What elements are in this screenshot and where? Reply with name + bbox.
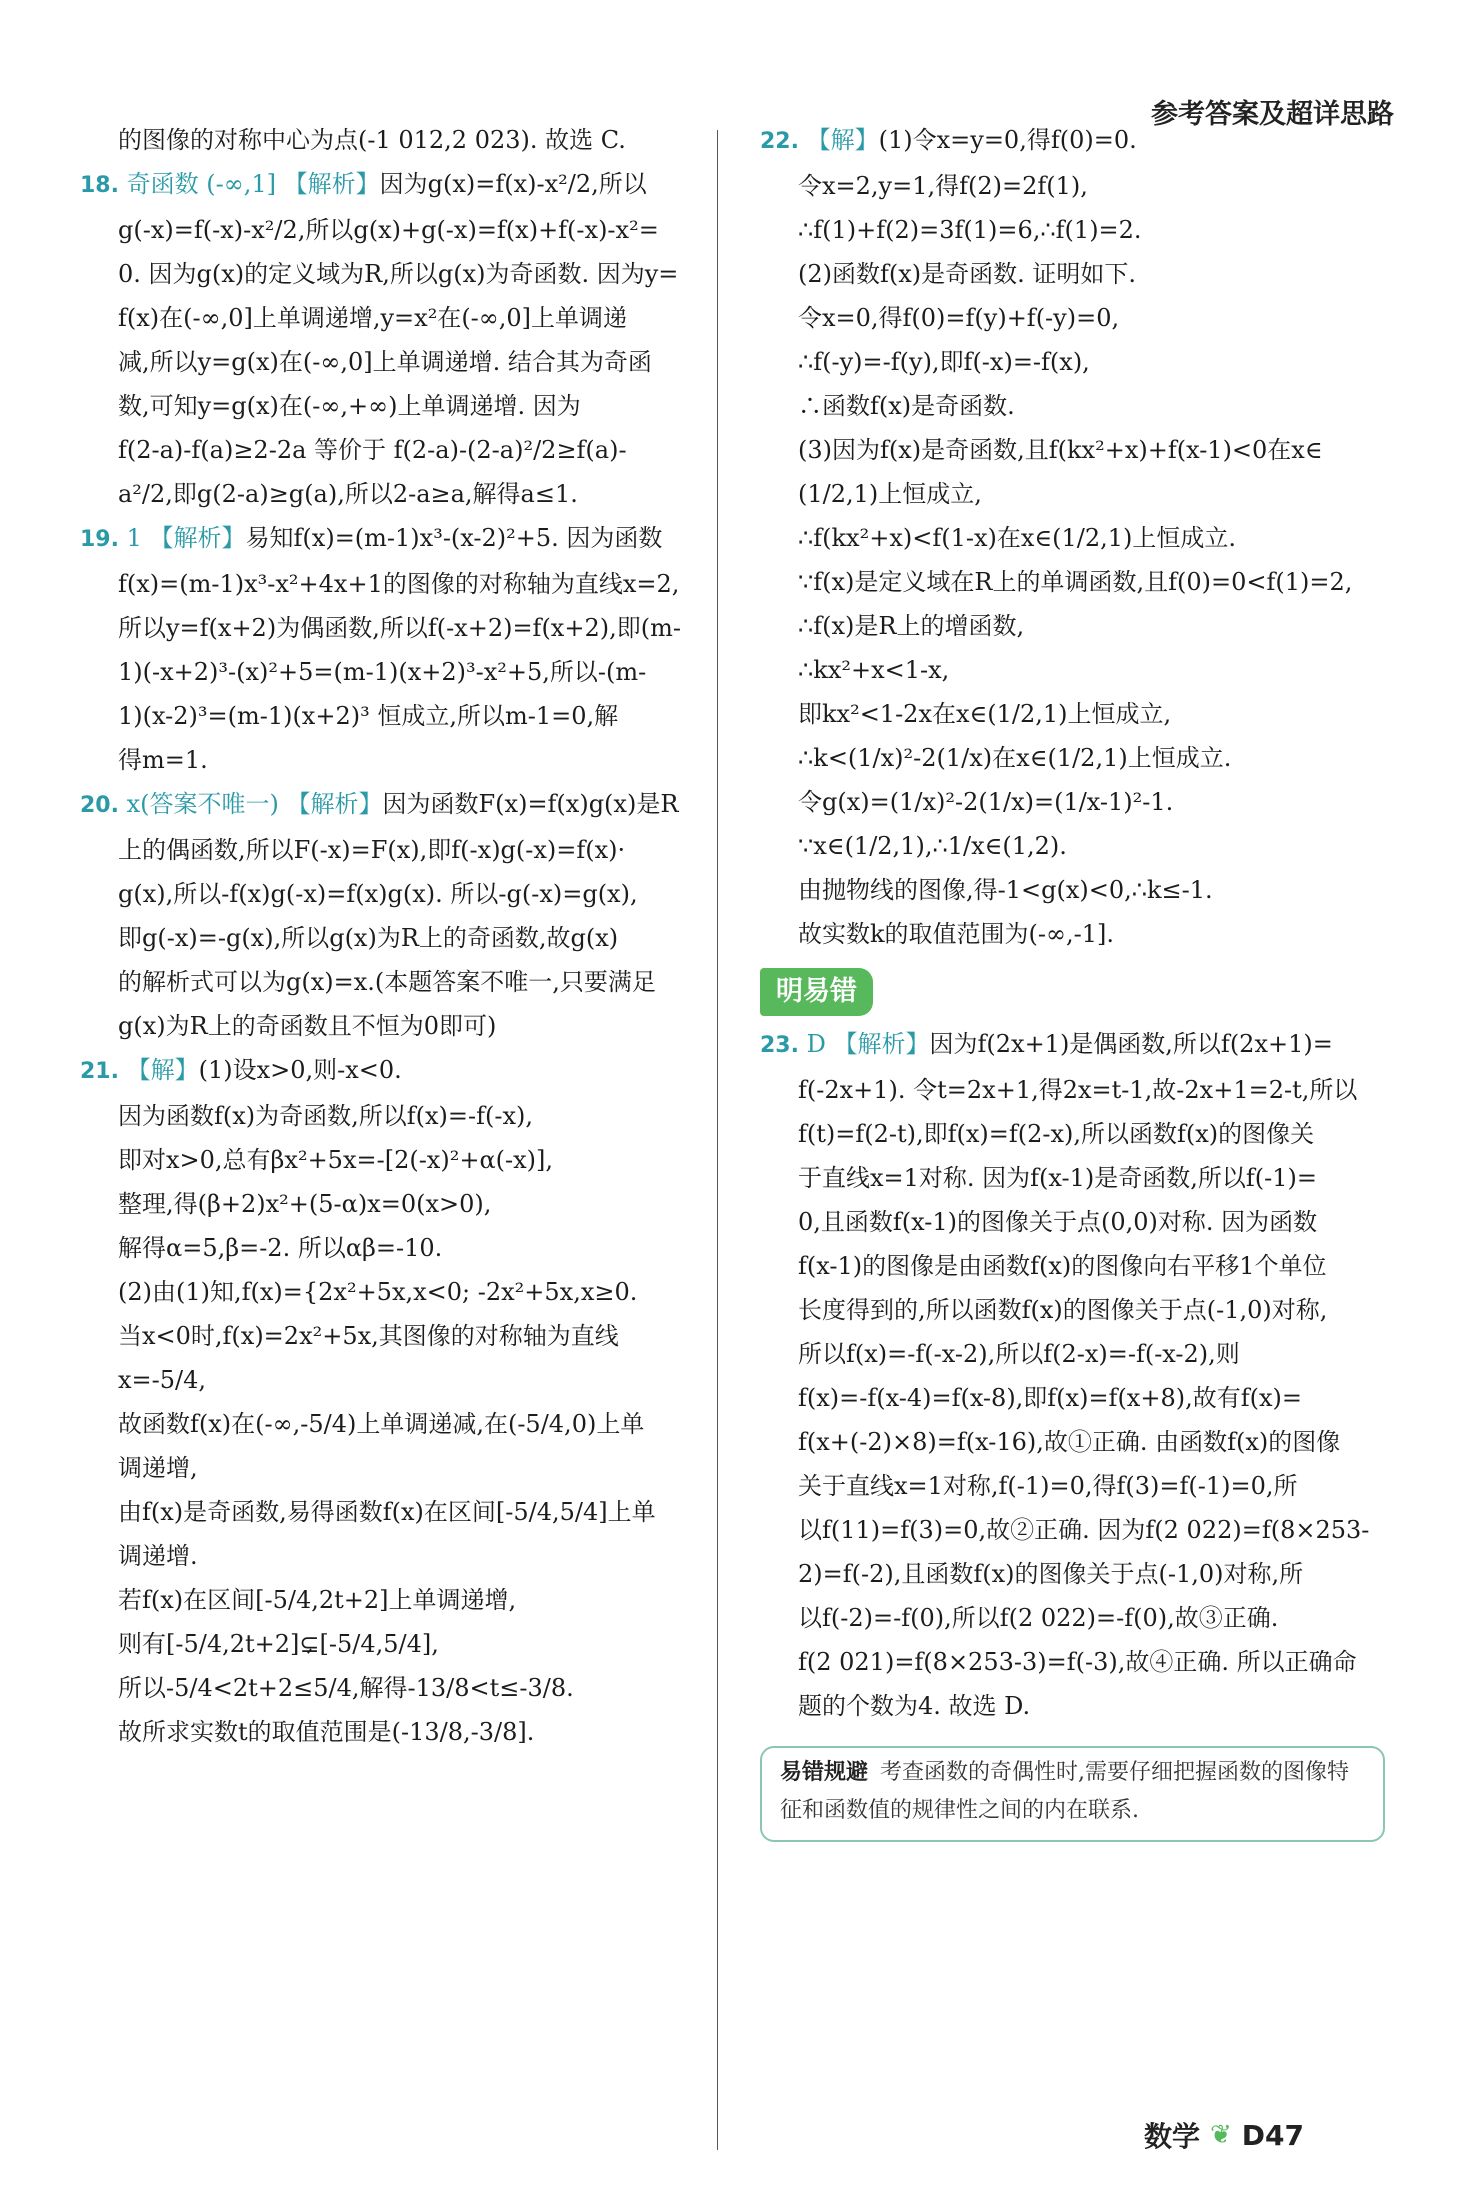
text-line bbox=[760, 516, 1385, 560]
line-text: 的图像的对称中心为点(-1 012,2 023). 故选 C. bbox=[118, 126, 626, 154]
text-line bbox=[80, 472, 695, 516]
line-text: 数,可知y=g(x)在(-∞,+∞)上单调递增. 因为 bbox=[118, 392, 581, 420]
line-text: 因为函数F(x)=f(x)g(x)是R bbox=[382, 790, 679, 818]
line-text: f(2 021)=f(8×253-3)=f(-3),故④正确. 所以正确命 bbox=[798, 1648, 1357, 1676]
page-footer bbox=[1144, 2115, 1304, 2155]
answer: D bbox=[806, 1030, 826, 1058]
text-line bbox=[80, 1534, 695, 1578]
line-text: g(-x)=f(-x)-x²/2,所以g(x)+g(-x)=f(x)+f(-x)-x²= bbox=[118, 216, 659, 244]
text-line bbox=[80, 1402, 695, 1446]
text-line bbox=[760, 868, 1385, 912]
solution-tag: 【解析】 bbox=[283, 170, 380, 198]
line-text: 由抛物线的图像,得-1<g(x)<0,∴k≤-1. bbox=[798, 876, 1213, 904]
line-text: f(2-a)-f(a)≥2-2a 等价于 f(2-a)-(2-a)²/2≥f(a)- bbox=[118, 436, 627, 464]
text-line bbox=[760, 692, 1385, 736]
line-text: 长度得到的,所以函数f(x)的图像关于点(-1,0)对称, bbox=[798, 1296, 1328, 1324]
mistake-section-banner: 明易错 bbox=[760, 968, 873, 1016]
text-line bbox=[760, 1288, 1385, 1332]
line-text: 令x=0,得f(0)=f(y)+f(-y)=0, bbox=[798, 304, 1120, 332]
question-number: 19. bbox=[80, 527, 119, 552]
right-column bbox=[760, 118, 1385, 1842]
text-line bbox=[80, 1666, 695, 1710]
line-text: 令x=2,y=1,得f(2)=2f(1), bbox=[798, 172, 1088, 200]
text-line bbox=[80, 1182, 695, 1226]
line-text: 1)(-x+2)³-(x)²+5=(m-1)(x+2)³-x²+5,所以-(m- bbox=[118, 658, 647, 686]
solution-22 bbox=[760, 118, 1385, 956]
text-line bbox=[760, 428, 1385, 472]
line-text: f(x)=-f(x-4)=f(x-8),即f(x)=f(x+8),故有f(x)= bbox=[798, 1384, 1302, 1412]
line-text: 调递增, bbox=[118, 1454, 198, 1482]
text-line bbox=[80, 738, 695, 782]
tip-title: 易错规避 bbox=[780, 1760, 869, 1785]
line-text: ∴f(x)是R上的增函数, bbox=[798, 612, 1025, 640]
question-number: 20. bbox=[80, 793, 119, 818]
line-text: a²/2,即g(2-a)≥g(a),所以2-a≥a,解得a≤1. bbox=[118, 480, 578, 508]
line-text: 故实数k的取值范围为(-∞,-1]. bbox=[798, 920, 1115, 948]
line-text: (2)由(1)知,f(x)={2x²+5x,x<0; -2x²+5x,x≥0. bbox=[118, 1278, 638, 1306]
line-text: f(x)=(m-1)x³-x²+4x+1的图像的对称轴为直线x=2, bbox=[118, 570, 680, 598]
line-text: ∴f(-y)=-f(y),即f(-x)=-f(x), bbox=[798, 348, 1090, 376]
text-line bbox=[760, 296, 1385, 340]
line-text: 即对x>0,总有βx²+5x=-[2(-x)²+α(-x)], bbox=[118, 1146, 554, 1174]
text-line bbox=[760, 1376, 1385, 1420]
text-line bbox=[760, 1508, 1385, 1552]
line-text: f(x)在(-∞,0]上单调递增,y=x²在(-∞,0]上单调递 bbox=[118, 304, 628, 332]
line-text: 的解析式可以为g(x)=x.(本题答案不唯一,只要满足 bbox=[118, 968, 656, 996]
solution-tag: 【解析】 bbox=[286, 790, 383, 818]
page-number: D47 bbox=[1241, 2118, 1304, 2152]
line-text: f(t)=f(2-t),即f(x)=f(2-x),所以函数f(x)的图像关 bbox=[798, 1120, 1315, 1148]
line-text: ∵x∈(1/2,1),∴1/x∈(1,2). bbox=[798, 832, 1067, 860]
text-line bbox=[760, 1552, 1385, 1596]
left-column bbox=[80, 118, 695, 1754]
line-text: 以f(11)=f(3)=0,故②正确. 因为f(2 022)=f(8×253- bbox=[798, 1516, 1370, 1544]
text-line bbox=[760, 384, 1385, 428]
text-line bbox=[760, 1420, 1385, 1464]
text-line bbox=[760, 1244, 1385, 1288]
text-line bbox=[80, 916, 695, 960]
line-text: 故所求实数t的取值范围是(-13/8,-3/8]. bbox=[118, 1718, 535, 1746]
text-line bbox=[760, 1068, 1385, 1112]
text-line bbox=[760, 1640, 1385, 1684]
line-text: f(-2x+1). 令t=2x+1,得2x=t-1,故-2x+1=2-t,所以 bbox=[798, 1076, 1358, 1104]
text-line bbox=[760, 1596, 1385, 1640]
text-line bbox=[760, 164, 1385, 208]
text-line bbox=[80, 1710, 695, 1754]
line-text: ∴kx²+x<1-x, bbox=[798, 656, 950, 684]
text-line bbox=[80, 252, 695, 296]
line-text: 即kx²<1-2x在x∈(1/2,1)上恒成立, bbox=[798, 700, 1172, 728]
tip-box bbox=[760, 1746, 1385, 1842]
line-text: 则有[-5/4,2t+2]⊊[-5/4,5/4], bbox=[118, 1630, 439, 1658]
text-line bbox=[80, 650, 695, 694]
answer: x(答案不唯一) bbox=[126, 790, 279, 818]
line-text: 关于直线x=1对称,f(-1)=0,得f(3)=f(-1)=0,所 bbox=[798, 1472, 1298, 1500]
text-line bbox=[760, 824, 1385, 868]
line-text: 减,所以y=g(x)在(-∞,0]上单调递增. 结合其为奇函 bbox=[118, 348, 652, 376]
text-line bbox=[80, 428, 695, 472]
line-text: 于直线x=1对称. 因为f(x-1)是奇函数,所以f(-1)= bbox=[798, 1164, 1317, 1192]
text-line bbox=[80, 606, 695, 650]
tip-text: 考查函数的奇偶性时,需要仔细把握函数的图像特征和函数值的规律性之间的内在联系. bbox=[780, 1760, 1350, 1823]
leaf-icon: ❦ bbox=[1209, 2120, 1232, 2150]
line-text: ∴函数f(x)是奇函数. bbox=[798, 392, 1015, 420]
question-start-line bbox=[80, 782, 695, 828]
line-text: 所以f(x)=-f(-x-2),所以f(2-x)=-f(-x-2),则 bbox=[798, 1340, 1240, 1368]
text-line bbox=[80, 562, 695, 606]
line-text: 解得α=5,β=-2. 所以αβ=-10. bbox=[118, 1234, 443, 1262]
text-line bbox=[760, 252, 1385, 296]
line-text: f(x+(-2)×8)=f(x-16),故①正确. 由函数f(x)的图像 bbox=[798, 1428, 1341, 1456]
text-line bbox=[80, 1490, 695, 1534]
text-line bbox=[80, 1314, 695, 1402]
line-text: 易知f(x)=(m-1)x³-(x-2)²+5. 因为函数 bbox=[245, 524, 663, 552]
line-text: (3)因为f(x)是奇函数,且f(kx²+x)+f(x-1)<0在x∈ bbox=[798, 436, 1323, 464]
line-text: 以f(-2)=-f(0),所以f(2 022)=-f(0),故③正确. bbox=[798, 1604, 1279, 1632]
text-line bbox=[760, 648, 1385, 692]
text-line bbox=[80, 828, 695, 872]
line-text: 令g(x)=(1/x)²-2(1/x)=(1/x-1)²-1. bbox=[798, 788, 1174, 816]
solution-23 bbox=[760, 1022, 1385, 1728]
text-line bbox=[80, 1094, 695, 1138]
line-text: 所以y=f(x+2)为偶函数,所以f(-x+2)=f(x+2),即(m- bbox=[118, 614, 681, 642]
text-line bbox=[760, 560, 1385, 604]
line-text: 因为函数f(x)为奇函数,所以f(x)=-f(-x), bbox=[118, 1102, 534, 1130]
text-line bbox=[80, 340, 695, 384]
text-line bbox=[80, 1226, 695, 1270]
text-line bbox=[80, 296, 695, 340]
text-line bbox=[760, 736, 1385, 780]
line-text: ∴f(1)+f(2)=3f(1)=6,∴f(1)=2. bbox=[798, 216, 1142, 244]
line-text: g(x)为R上的奇函数且不恒为0即可) bbox=[118, 1012, 497, 1040]
text-line bbox=[760, 780, 1385, 824]
solution-tag: 【解析】 bbox=[149, 524, 246, 552]
text-line bbox=[80, 208, 695, 252]
line-text: 当x<0时,f(x)=2x²+5x,其图像的对称轴为直线x=-5/4, bbox=[118, 1322, 619, 1394]
text-line bbox=[80, 1270, 695, 1314]
text-line bbox=[760, 472, 1385, 516]
question-start-line bbox=[80, 162, 695, 208]
line-text: 0. 因为g(x)的定义域为R,所以g(x)为奇函数. 因为y= bbox=[118, 260, 679, 288]
line-text: 上的偶函数,所以F(-x)=F(x),即f(-x)g(-x)=f(x)· bbox=[118, 836, 626, 864]
solution-tag: 【解】 bbox=[806, 126, 879, 154]
column-divider bbox=[717, 130, 718, 2150]
question-number: 21. bbox=[80, 1059, 119, 1084]
text-line bbox=[80, 872, 695, 916]
question-start-line bbox=[760, 118, 1385, 164]
text-line bbox=[760, 912, 1385, 956]
text-line bbox=[760, 1464, 1385, 1508]
line-text: 2)=f(-2),且函数f(x)的图像关于点(-1,0)对称,所 bbox=[798, 1560, 1304, 1588]
line-text: 所以-5/4<2t+2≤5/4,解得-13/8<t≤-3/8. bbox=[118, 1674, 574, 1702]
line-text: 题的个数为4. 故选 D. bbox=[798, 1692, 1031, 1720]
text-line bbox=[80, 1004, 695, 1048]
line-text: 即g(-x)=-g(x),所以g(x)为R上的奇函数,故g(x) bbox=[118, 924, 619, 952]
line-text: 调递增. bbox=[118, 1542, 198, 1570]
text-line bbox=[80, 1446, 695, 1490]
answer: 1 bbox=[126, 524, 142, 552]
line-text: (1)设x>0,则-x<0. bbox=[198, 1056, 402, 1084]
question-number: 18. bbox=[80, 173, 119, 198]
line-text: 因为g(x)=f(x)-x²/2,所以 bbox=[379, 170, 647, 198]
question-start-line bbox=[80, 1048, 695, 1094]
text-line bbox=[760, 1684, 1385, 1728]
line-text: g(x),所以-f(x)g(-x)=f(x)g(x). 所以-g(-x)=g(x), bbox=[118, 880, 638, 908]
text-line bbox=[760, 340, 1385, 384]
text-line bbox=[760, 1156, 1385, 1200]
text-line bbox=[760, 208, 1385, 252]
line-text: 若f(x)在区间[-5/4,2t+2]上单调递增, bbox=[118, 1586, 517, 1614]
line-text: 1)(x-2)³=(m-1)(x+2)³ 恒成立,所以m-1=0,解 bbox=[118, 702, 619, 730]
question-start-line bbox=[760, 1022, 1385, 1068]
line-text: 由f(x)是奇函数,易得函数f(x)在区间[-5/4,5/4]上单 bbox=[118, 1498, 656, 1526]
text-line bbox=[80, 1622, 695, 1666]
line-text: ∵f(x)是定义域在R上的单调函数,且f(0)=0<f(1)=2, bbox=[798, 568, 1353, 596]
text-line bbox=[760, 1332, 1385, 1376]
line-text: (1)令x=y=0,得f(0)=0. bbox=[878, 126, 1137, 154]
line-text: (1/2,1)上恒成立, bbox=[798, 480, 982, 508]
page-header: 参考答案及超详思路 bbox=[1151, 99, 1394, 130]
text-line bbox=[80, 960, 695, 1004]
question-number: 23. bbox=[760, 1033, 799, 1058]
line-text: (2)函数f(x)是奇函数. 证明如下. bbox=[798, 260, 1137, 288]
line-text: 得m=1. bbox=[118, 746, 208, 774]
text-line bbox=[80, 118, 695, 162]
text-line bbox=[760, 604, 1385, 648]
line-text: 0,且函数f(x-1)的图像关于点(0,0)对称. 因为函数 bbox=[798, 1208, 1318, 1236]
line-text: 因为f(2x+1)是偶函数,所以f(2x+1)= bbox=[929, 1030, 1333, 1058]
footer-subject: 数学 bbox=[1143, 2120, 1200, 2153]
text-line bbox=[760, 1200, 1385, 1244]
question-start-line bbox=[80, 516, 695, 562]
question-number: 22. bbox=[760, 129, 799, 154]
solution-tag: 【解】 bbox=[126, 1056, 199, 1084]
line-text: 整理,得(β+2)x²+(5-α)x=0(x>0), bbox=[118, 1190, 492, 1218]
text-line bbox=[80, 1578, 695, 1622]
solution-tag: 【解析】 bbox=[833, 1030, 930, 1058]
text-line bbox=[80, 694, 695, 738]
line-text: f(x-1)的图像是由函数f(x)的图像向右平移1个单位 bbox=[798, 1252, 1327, 1280]
line-text: ∴k<(1/x)²-2(1/x)在x∈(1/2,1)上恒成立. bbox=[798, 744, 1232, 772]
answer: 奇函数 (-∞,1] bbox=[126, 170, 276, 198]
text-line bbox=[80, 384, 695, 428]
text-line bbox=[760, 1112, 1385, 1156]
line-text: ∴f(kx²+x)<f(1-x)在x∈(1/2,1)上恒成立. bbox=[798, 524, 1237, 552]
text-line bbox=[80, 1138, 695, 1182]
line-text: 故函数f(x)在(-∞,-5/4)上单调递减,在(-5/4,0)上单 bbox=[118, 1410, 645, 1438]
